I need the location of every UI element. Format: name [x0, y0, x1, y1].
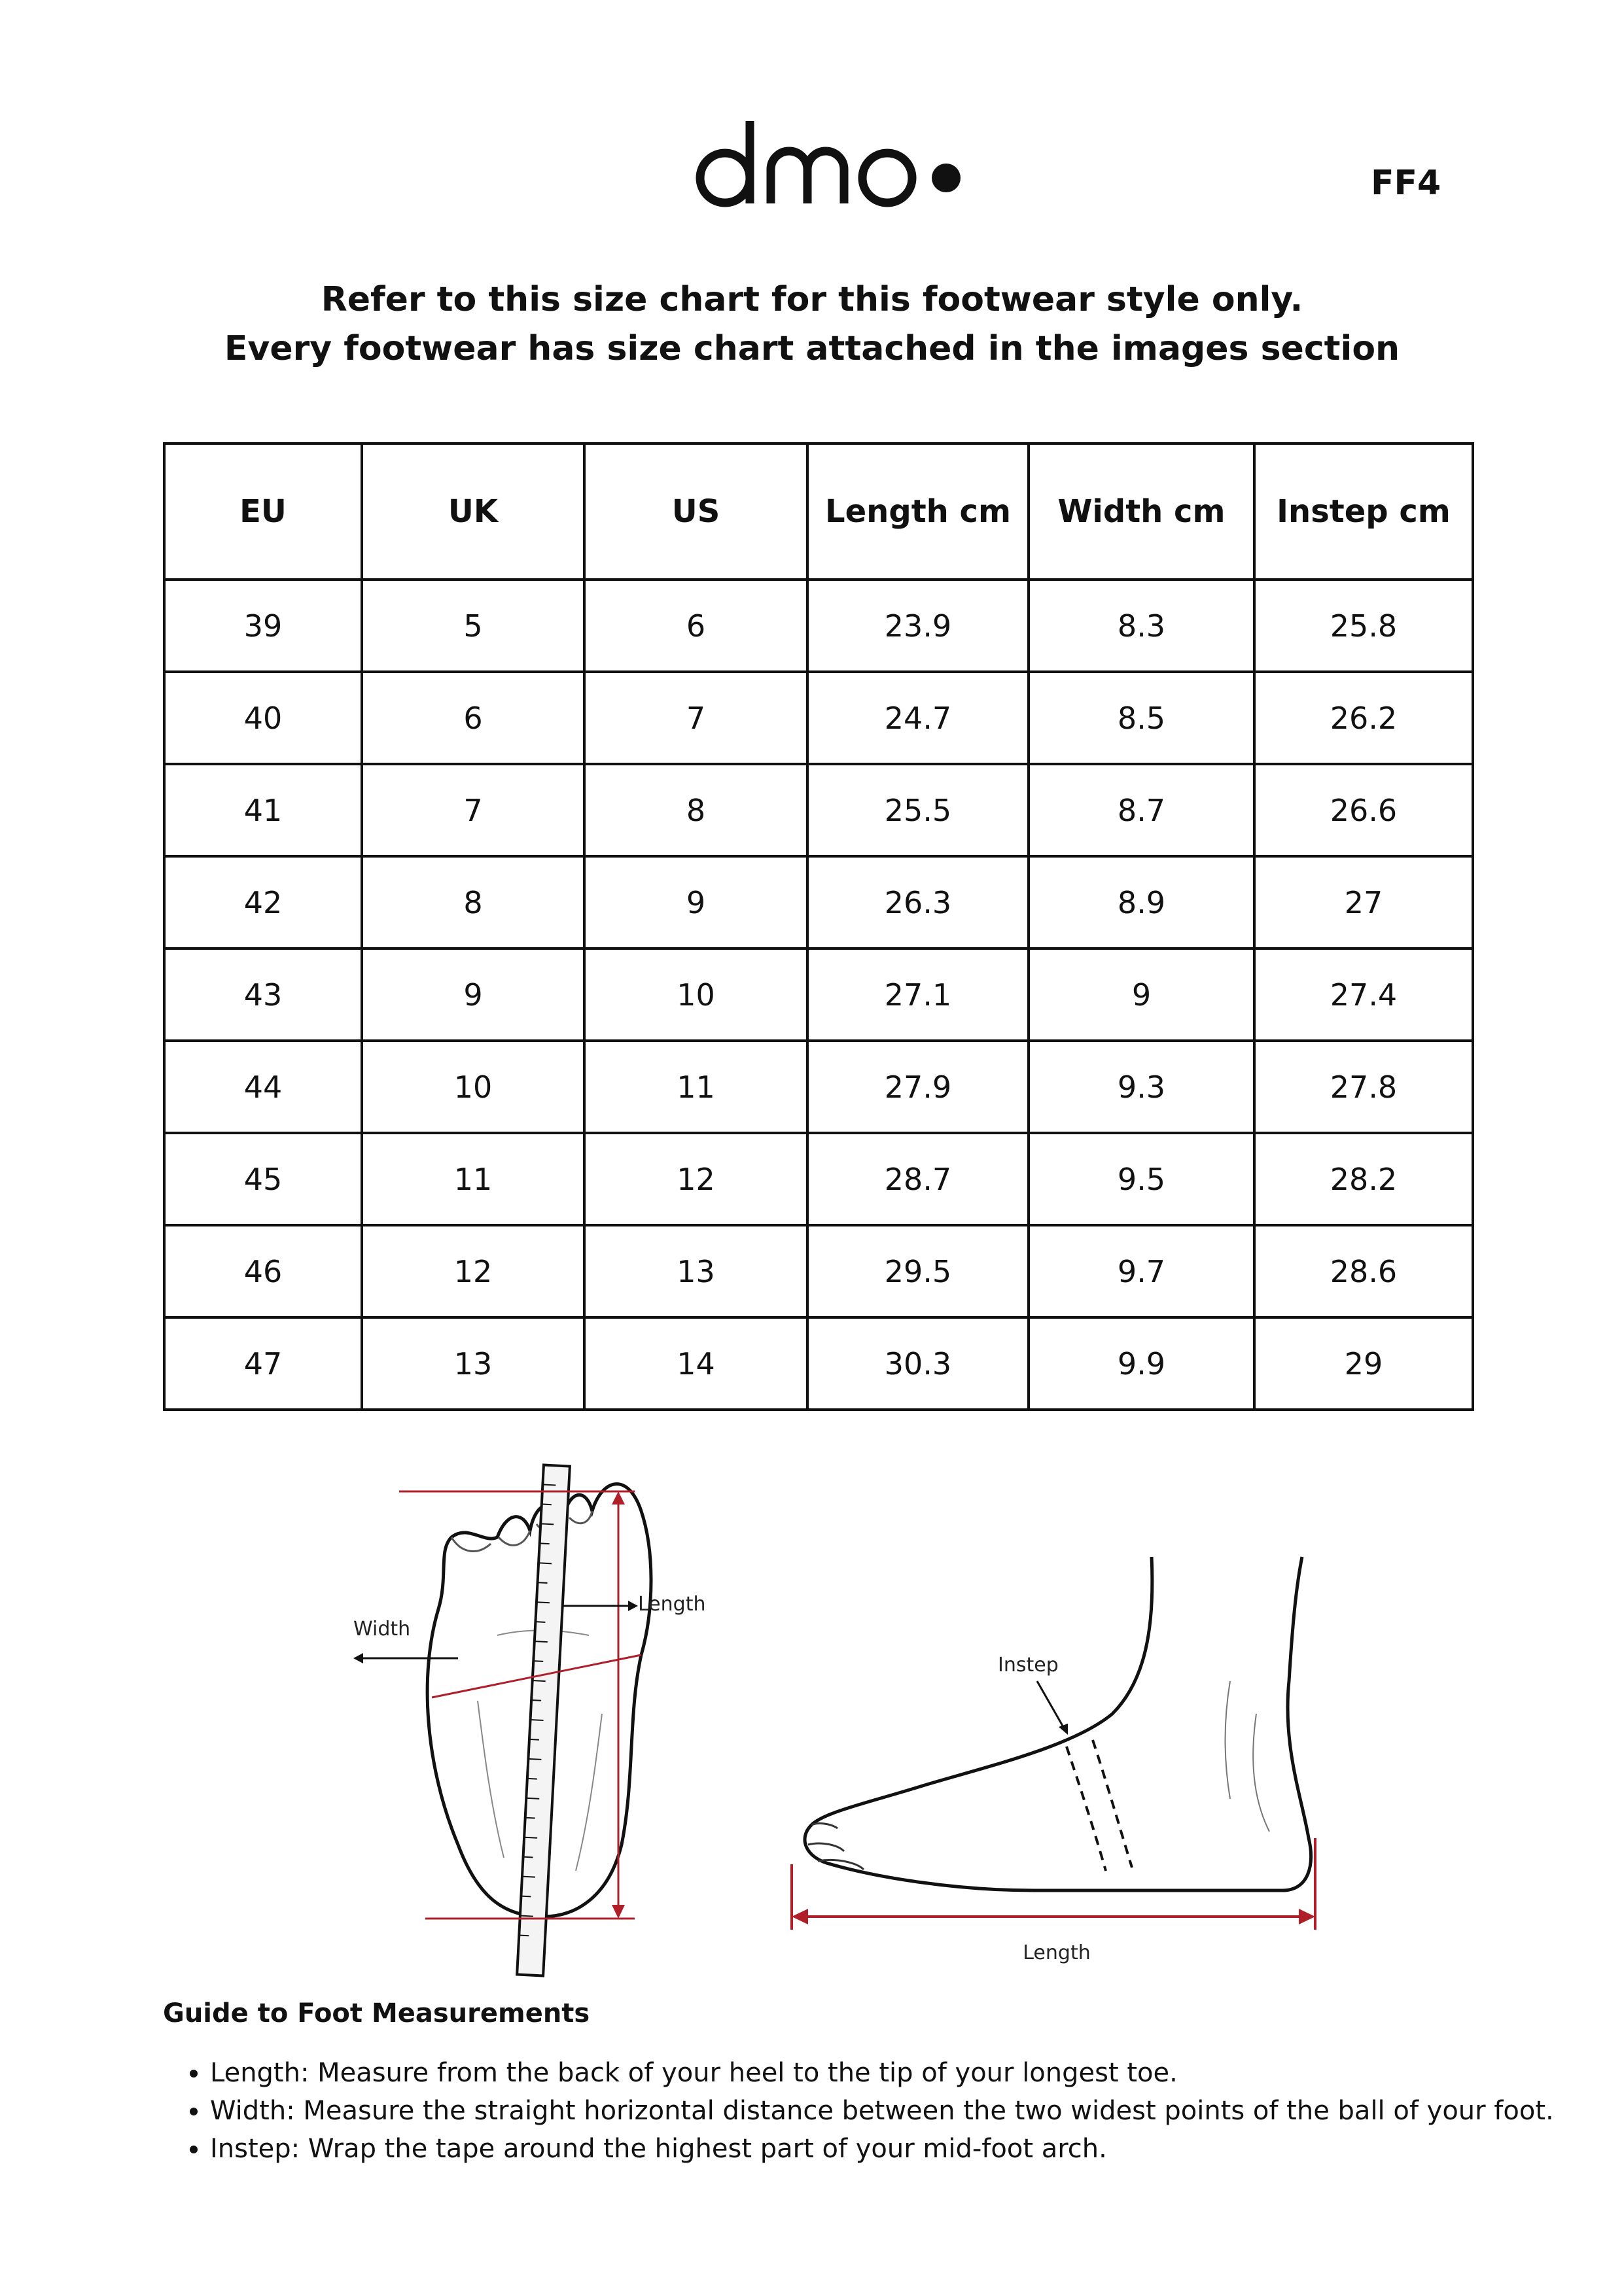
cell-us: 8: [584, 764, 807, 856]
guide-item-length: • Length: Measure from the back of your heel to the tip of your longest toe.: [210, 2054, 1624, 2092]
cell-eu: 40: [164, 672, 362, 764]
table-row: [164, 948, 1473, 1041]
cell-uk: 12: [362, 1225, 584, 1317]
cell-length: 24.7: [807, 672, 1029, 764]
cell-instep: 26.6: [1254, 764, 1473, 856]
table-row: [164, 1133, 1473, 1225]
size-chart-table: [163, 442, 1474, 1411]
cell-width: 9: [1029, 948, 1254, 1041]
cell-us: 12: [584, 1133, 807, 1225]
cell-length: 28.7: [807, 1133, 1029, 1225]
table-row: [164, 1041, 1473, 1133]
cell-instep: 28.2: [1254, 1133, 1473, 1225]
column-header-length: Length cm: [807, 444, 1029, 580]
cell-length: 23.9: [807, 580, 1029, 672]
cell-uk: 9: [362, 948, 584, 1041]
table-row: [164, 856, 1473, 948]
cell-uk: 11: [362, 1133, 584, 1225]
guide-item-instep: • Instep: Wrap the tape around the highest part of your mid-foot arch.: [210, 2130, 1624, 2168]
cell-length: 25.5: [807, 764, 1029, 856]
cell-width: 8.7: [1029, 764, 1254, 856]
cell-instep: 27.8: [1254, 1041, 1473, 1133]
cell-us: 14: [584, 1317, 807, 1410]
cell-eu: 42: [164, 856, 362, 948]
cell-width: 8.9: [1029, 856, 1254, 948]
table-row: [164, 764, 1473, 856]
foot-side-view-figure: [772, 1550, 1374, 1982]
style-code: FF4: [1371, 164, 1441, 203]
cell-width: 8.5: [1029, 672, 1254, 764]
cell-length: 27.1: [807, 948, 1029, 1041]
guide-list: [163, 2054, 1624, 2168]
cell-instep: 25.8: [1254, 580, 1473, 672]
cell-instep: 29: [1254, 1317, 1473, 1410]
column-header-instep: Instep cm: [1254, 444, 1473, 580]
column-header-us: US: [584, 444, 807, 580]
cell-us: 11: [584, 1041, 807, 1133]
cell-uk: 8: [362, 856, 584, 948]
cell-width: 9.9: [1029, 1317, 1254, 1410]
cell-us: 6: [584, 580, 807, 672]
cell-us: 9: [584, 856, 807, 948]
table-header-row: [164, 444, 1473, 580]
cell-instep: 27.4: [1254, 948, 1473, 1041]
cell-eu: 47: [164, 1317, 362, 1410]
column-header-width: Width cm: [1029, 444, 1254, 580]
column-header-uk: UK: [362, 444, 584, 580]
cell-width: 9.7: [1029, 1225, 1254, 1317]
cell-instep: 27: [1254, 856, 1473, 948]
cell-width: 8.3: [1029, 580, 1254, 672]
cell-uk: 7: [362, 764, 584, 856]
cell-uk: 10: [362, 1041, 584, 1133]
headline-line-1: Refer to this size chart for this footwear style only.: [321, 280, 1303, 319]
instep-label: Instep: [998, 1654, 1059, 1677]
column-header-eu: EU: [164, 444, 362, 580]
cell-length: 29.5: [807, 1225, 1029, 1317]
cell-length: 27.9: [807, 1041, 1029, 1133]
brand-logo: [692, 114, 967, 213]
cell-eu: 46: [164, 1225, 362, 1317]
cell-eu: 44: [164, 1041, 362, 1133]
table-row: [164, 1225, 1473, 1317]
cell-us: 13: [584, 1225, 807, 1317]
cell-length: 30.3: [807, 1317, 1029, 1410]
cell-uk: 13: [362, 1317, 584, 1410]
cell-instep: 26.2: [1254, 672, 1473, 764]
cell-eu: 45: [164, 1133, 362, 1225]
cell-instep: 28.6: [1254, 1225, 1473, 1317]
table-row: [164, 580, 1473, 672]
width-label: Width: [353, 1618, 411, 1641]
table-row: [164, 672, 1473, 764]
cell-length: 26.3: [807, 856, 1029, 948]
cell-uk: 5: [362, 580, 584, 672]
cell-eu: 41: [164, 764, 362, 856]
cell-us: 7: [584, 672, 807, 764]
cell-eu: 39: [164, 580, 362, 672]
length-label-side: Length: [1023, 1941, 1091, 1964]
cell-us: 10: [584, 948, 807, 1041]
length-label-top: Length: [638, 1593, 706, 1616]
cell-width: 9.3: [1029, 1041, 1254, 1133]
foot-top-view-figure: [327, 1439, 752, 1982]
headline-line-2: Every footwear has size chart attached in the images section: [224, 329, 1400, 368]
guide-item-width: • Width: Measure the straight horizontal distance between the two widest points of the ball of your foot.: [210, 2092, 1624, 2130]
cell-width: 9.5: [1029, 1133, 1254, 1225]
table-row: [164, 1317, 1473, 1410]
guide-title: Guide to Foot Measurements: [163, 1998, 590, 2028]
cell-uk: 6: [362, 672, 584, 764]
cell-eu: 43: [164, 948, 362, 1041]
